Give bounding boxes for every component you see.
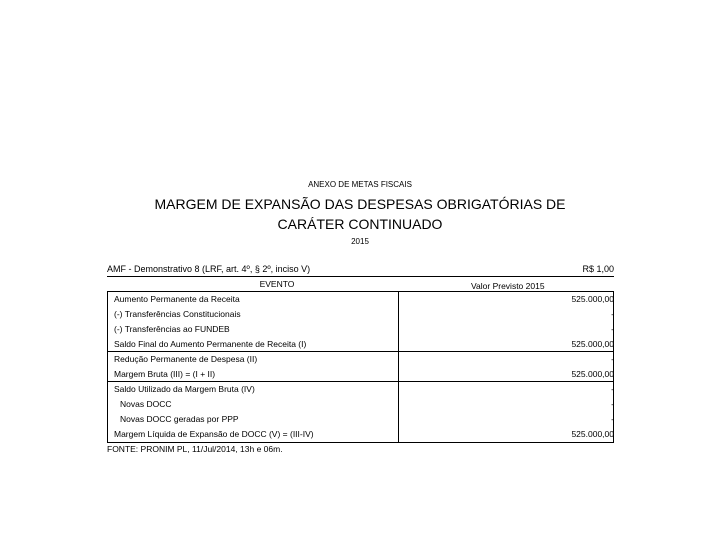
table-row (107, 292, 614, 307)
table-row (107, 337, 614, 352)
row-value: 525.000,00 (571, 339, 614, 349)
row-label: Novas DOCC (120, 399, 172, 409)
row-label: Novas DOCC geradas por PPP (120, 414, 239, 424)
table-row (107, 367, 614, 382)
table-row (107, 322, 614, 337)
row-value: 525.000,00 (571, 294, 614, 304)
row-label: (-) Transferências ao FUNDEB (114, 324, 230, 334)
row-value: - (611, 324, 614, 334)
row-label: Margem Bruta (III) = (I + II) (114, 369, 216, 379)
row-value: - (611, 309, 614, 319)
row-label: Saldo Final do Aumento Permanente de Receita (I) (114, 339, 307, 349)
table-row (107, 427, 614, 442)
page-title: MARGEM DE EXPANSÃO DAS DESPESAS OBRIGATÓRIAS DE CARÁTER CONTINUADO (154, 196, 566, 232)
row-label: Saldo Utilizado da Margem Bruta (IV) (114, 384, 255, 394)
row-label: Aumento Permanente da Receita (114, 294, 240, 304)
row-value: 525.000,00 (571, 429, 614, 439)
table-top-rule (107, 276, 614, 277)
row-value: - (611, 414, 614, 424)
row-value: - (611, 399, 614, 409)
column-header-evento: EVENTO (259, 279, 295, 289)
source-note: FONTE: PRONIM PL, 11/Jul/2014, 13h e 06m. (107, 444, 283, 454)
row-value: 525.000,00 (571, 369, 614, 379)
demonstrativo-label: AMF - Demonstrativo 8 (LRF, art. 4º, § 2º, inciso V) (107, 264, 311, 274)
row-value: - (611, 384, 614, 394)
table-row (107, 352, 614, 367)
row-value: - (611, 354, 614, 364)
row-label: Margem Líquida de Expansão de DOCC (V) = (III-IV) (114, 429, 314, 439)
currency-unit: R$ 1,00 (582, 264, 614, 274)
report-year: 2015 (351, 237, 369, 246)
column-header-valor: Valor Previsto 2015 (471, 281, 545, 291)
table-row (107, 307, 614, 322)
table-row (107, 397, 614, 412)
annex-label: ANEXO DE METAS FISCAIS (308, 180, 412, 189)
table-row (107, 412, 614, 427)
table-row (107, 382, 614, 397)
table-bottom-rule (107, 442, 614, 443)
row-label: (-) Transferências Constitucionais (114, 309, 241, 319)
row-label: Redução Permanente de Despesa (II) (114, 354, 258, 364)
